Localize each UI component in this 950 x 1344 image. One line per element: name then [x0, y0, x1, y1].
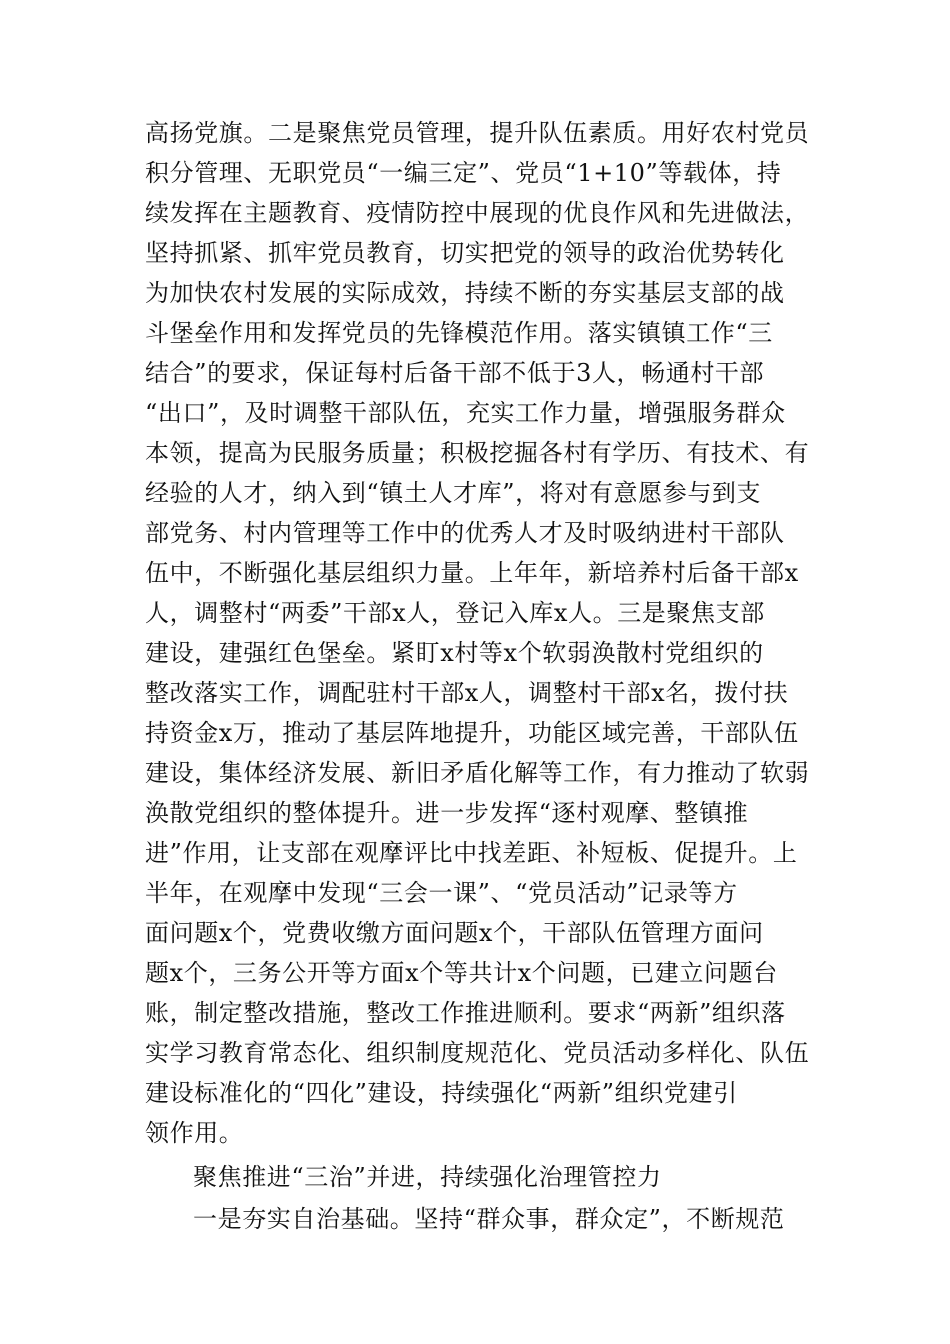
body-line: 坚持抓紧、抓牢党员教育，切实把党的领导的政治优势转化 [145, 239, 785, 267]
body-line: 续发挥在主题教育、疫情防控中展现的优良作风和先进做法， [145, 199, 810, 227]
body-line: 建设，建强红色堡垒。紧盯x村等x个软弱涣散村党组织的 [145, 639, 764, 667]
body-line: 实学习教育常态化、组织制度规范化、党员活动多样化、队伍 [145, 1039, 810, 1067]
body-line: 整改落实工作，调配驻村干部x人，调整村干部x名，拨付扶 [145, 679, 789, 707]
body-line: 斗堡垒作用和发挥党员的先锋模范作用。落实镇镇工作“三 [145, 319, 773, 347]
body-line: 结合”的要求，保证每村后备干部不低于3人，畅通村干部 [145, 359, 765, 387]
body-line: “出口”，及时调整干部队伍，充实工作力量，增强服务群众 [145, 399, 786, 427]
body-line: 持资金x万，推动了基层阵地提升，功能区域完善，干部队伍 [145, 719, 799, 747]
body-line: 高扬党旗。二是聚焦党员管理，提升队伍素质。用好农村党员 [145, 119, 810, 147]
body-line: 账，制定整改措施，整改工作推进顺利。要求“两新”组织落 [145, 999, 786, 1027]
body-line: 本领，提高为民服务质量；积极挖掘各村有学历、有技术、有 [145, 439, 810, 467]
body-line: 建设标准化的“四化”建设，持续强化“两新”组织党建引 [145, 1079, 738, 1107]
body-line: 半年，在观摩中发现“三会一课”、“党员活动”记录等方 [145, 879, 738, 907]
body-line: 面问题x个，党费收缴方面问题x个，干部队伍管理方面问 [145, 919, 764, 947]
paragraph-first-line: 一是夯实自治基础。坚持“群众事，群众定”，不断规范 [193, 1205, 785, 1233]
body-line: 人，调整村“两委”干部x人，登记入库x人。三是聚焦支部 [145, 599, 765, 627]
body-line: 建设，集体经济发展、新旧矛盾化解等工作，有力推动了软弱 [145, 759, 810, 787]
body-line: 领作用。 [145, 1119, 244, 1147]
body-line: 经验的人才，纳入到“镇土人才库”，将对有意愿参与到支 [145, 479, 762, 507]
body-line: 为加快农村发展的实际成效，持续不断的夯实基层支部的战 [145, 279, 785, 307]
body-line: 部党务、村内管理等工作中的优秀人才及时吸纳进村干部队 [145, 519, 785, 547]
body-line: 积分管理、无职党员“一编三定”、党员“1+10”等载体，持 [145, 159, 782, 187]
section-heading: 聚焦推进“三治”并进，持续强化治理管控力 [193, 1163, 662, 1191]
body-line: 题x个，三务公开等方面x个等共计x个问题，已建立问题台 [145, 959, 778, 987]
body-line: 伍中，不断强化基层组织力量。上年年，新培养村后备干部x [145, 559, 799, 587]
body-line: 涣散党组织的整体提升。进一步发挥“逐村观摩、整镇推 [145, 799, 749, 827]
body-line: 进”作用，让支部在观摩评比中找差距、补短板、促提升。上 [145, 839, 798, 867]
